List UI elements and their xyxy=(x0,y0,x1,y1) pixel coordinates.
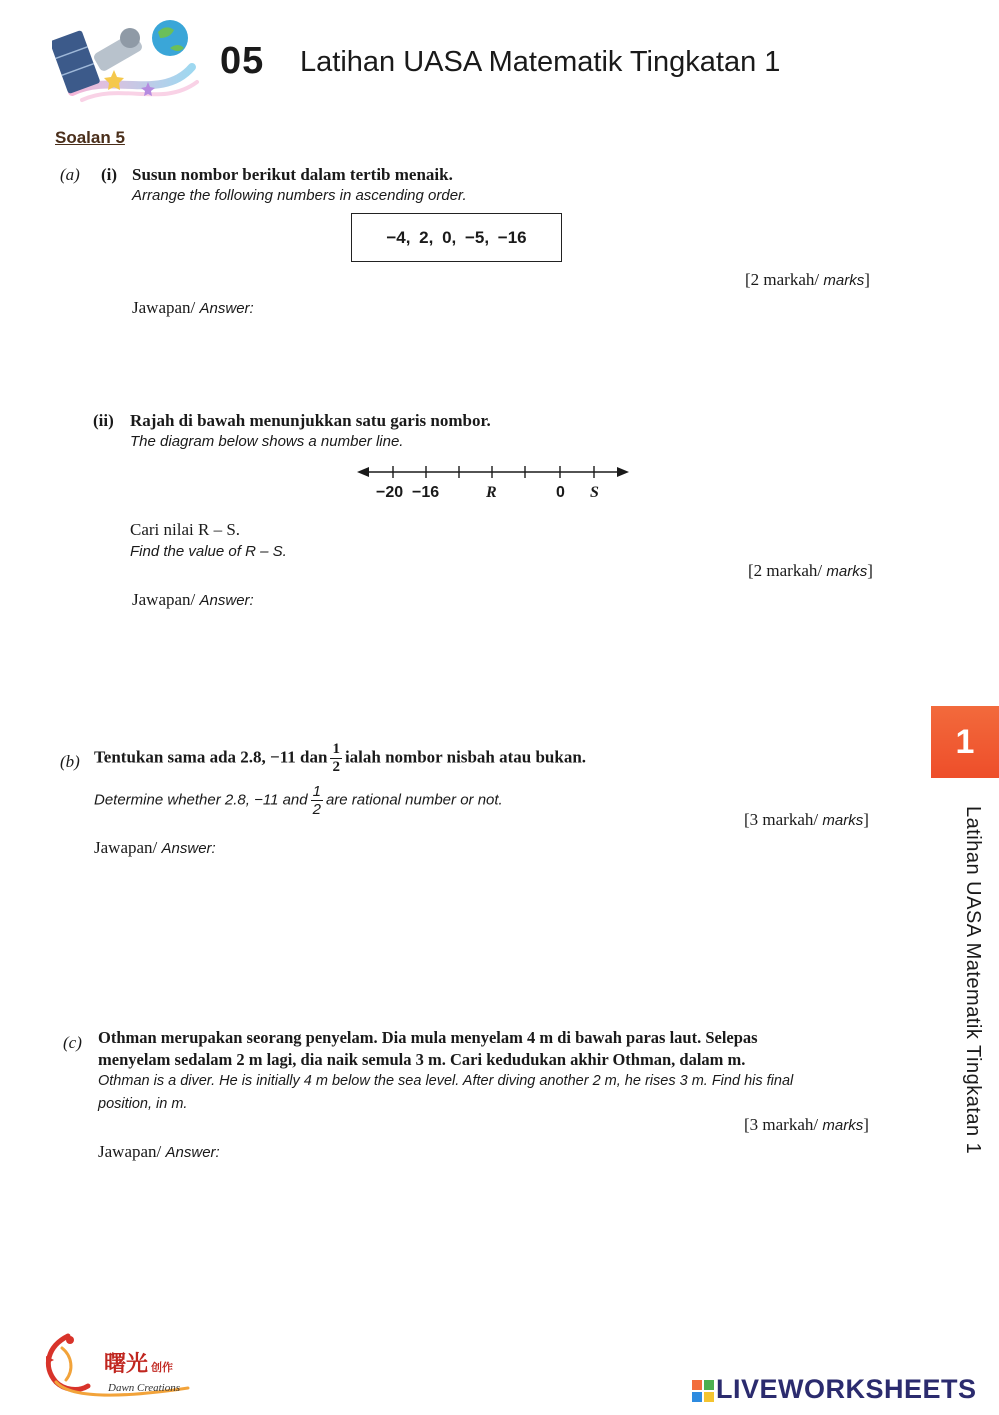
part-a-ii-answer-label: Jawapan/ Answer: xyxy=(132,590,254,609)
worksheet-title: Latihan UASA Matematik Tingkatan 1 xyxy=(300,46,781,78)
part-a-ii-instruction-bm: Rajah di bawah menunjukkan satu garis nombor. xyxy=(130,411,491,430)
chapter-number: 1 xyxy=(955,722,975,761)
number-line-left-arrow xyxy=(357,467,369,477)
part-a-ii-find-bm: Cari nilai R – S. xyxy=(130,520,241,539)
part-b-label: (b) xyxy=(60,752,80,771)
chapter-tab xyxy=(931,706,999,778)
part-a-i-instruction-bm: Susun nombor berikut dalam tertib menaik. xyxy=(132,165,453,184)
part-c-marks: [3 markah/ marks] xyxy=(744,1115,869,1134)
part-b-instruction-bm: Tentukan sama ada 2.8, −11 dan $\frac{1}{2}$ ialah nombor nisbah atau bukan. xyxy=(94,741,587,775)
liveworksheets-logo: LIVEWORKSHEETS xyxy=(716,1374,977,1404)
numbers-box xyxy=(351,213,562,262)
part-a-ii-instruction-en: The diagram below shows a number line. xyxy=(130,433,404,450)
part-a-i-answer-label: Jawapan/ Answer: xyxy=(132,298,254,317)
number-line-right-arrow xyxy=(617,467,629,477)
footer-brand-name: 曙光 创作 xyxy=(104,1351,174,1377)
telescope-planet-illustration xyxy=(52,12,202,108)
part-a-ii-label: (ii) xyxy=(93,411,114,430)
question-label: Soalan 5 xyxy=(55,128,125,147)
fraction-half-bm: $\frac{1}{2}$ xyxy=(332,741,340,775)
part-b-marks: [3 markah/ marks] xyxy=(744,810,869,829)
fraction-half-en: $\frac{1}{2}$ xyxy=(312,783,321,818)
label-s: S xyxy=(590,484,599,501)
part-b-instruction-en: Determine whether 2.8, −11 and $\frac{1}{2}$ are rational number or not. xyxy=(94,783,503,818)
label-neg20: −20 xyxy=(376,484,404,501)
part-c-question-bm-line2: menyelam sedalam 2 m lagi, dia naik semula 3 m. Cari kedudukan akhir Othman, dalam m. xyxy=(98,1050,746,1069)
part-a-ii-marks: [2 markah/ marks] xyxy=(748,561,873,580)
part-c-answer-label: Jawapan/ Answer: xyxy=(98,1142,220,1161)
numbers-list: −4, 2, 0, −5, −16 xyxy=(386,227,527,247)
label-zero: 0 xyxy=(556,484,565,501)
liveworksheets-grid-icon xyxy=(692,1380,714,1402)
part-a-ii-find-en: Find the value of R – S. xyxy=(130,543,287,560)
label-r: R xyxy=(486,484,497,501)
side-vertical-title: Latihan UASA Matematik Tingkatan 1 xyxy=(962,806,984,1155)
label-neg16: −16 xyxy=(412,484,440,501)
part-c-question-en-line2: position, in m. xyxy=(98,1096,188,1112)
part-a-label: (a) xyxy=(60,165,80,184)
footer-brand-subtitle: Dawn Creations xyxy=(108,1382,181,1394)
part-a-i-label: (i) xyxy=(101,165,118,184)
part-c-label: (c) xyxy=(63,1033,82,1052)
part-a-i-marks: [2 markah/ marks] xyxy=(745,270,870,289)
part-b-answer-label: Jawapan/ Answer: xyxy=(94,838,216,857)
part-a-i-instruction-en: Arrange the following numbers in ascending order. xyxy=(132,187,467,204)
part-c-question-en-line1: Othman is a diver. He is initially 4 m below the sea level. After diving another 2 m, he rises 3 m. Find his final xyxy=(98,1073,794,1089)
worksheet-number: 05 xyxy=(220,40,265,82)
part-c-question-bm-line1: Othman merupakan seorang penyelam. Dia mula menyelam 4 m di bawah paras laut. Selepas xyxy=(98,1028,758,1047)
